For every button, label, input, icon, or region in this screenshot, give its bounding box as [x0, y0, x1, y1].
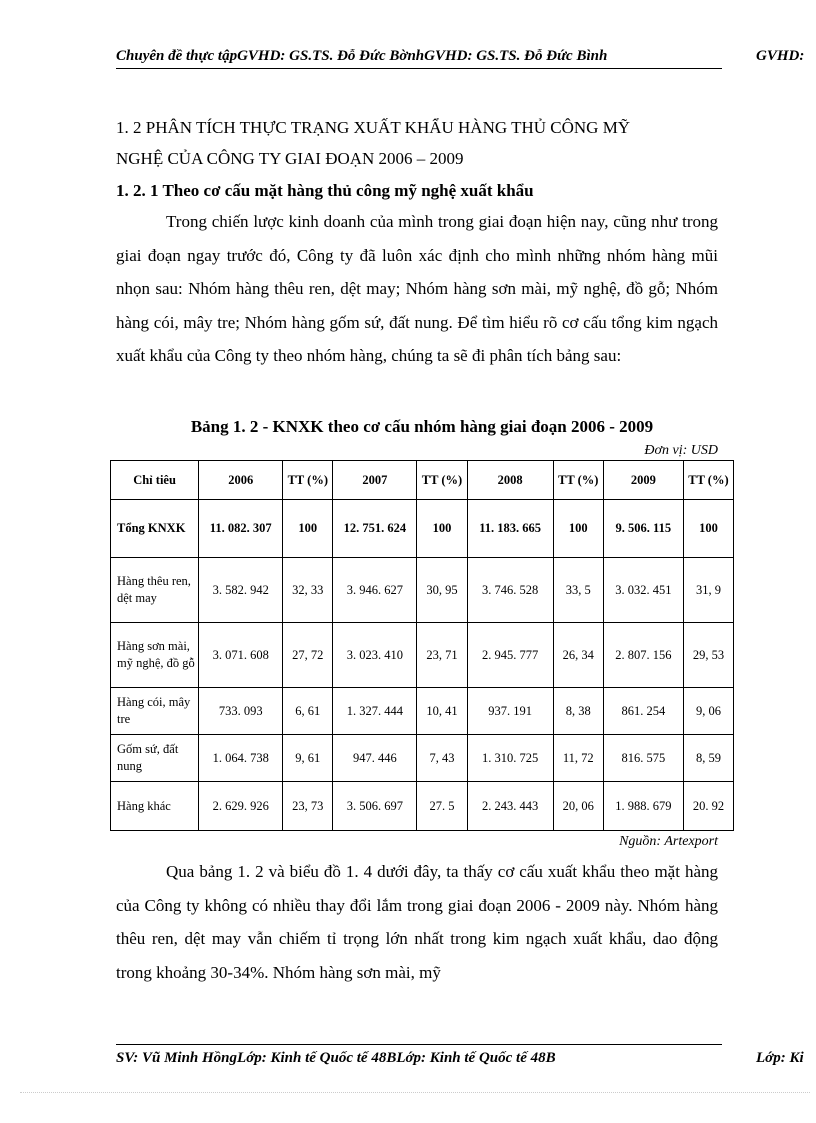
- table-cell: 3. 746. 528: [467, 558, 553, 623]
- table-row: [111, 735, 734, 782]
- table-cell: 816. 575: [603, 735, 683, 782]
- table-cell: 1. 327. 444: [333, 688, 417, 735]
- section-title: [116, 112, 726, 174]
- table-cell: 100: [683, 500, 733, 558]
- table-cell: 11. 183. 665: [467, 500, 553, 558]
- table-cell: 32, 33: [283, 558, 333, 623]
- table-cell: Hàng sơn mài, mỹ nghệ, đồ gỗ: [111, 623, 199, 688]
- table-cell: 3. 582. 942: [199, 558, 283, 623]
- header-right-text: GVHD:: [756, 48, 805, 64]
- table-cell: 23, 71: [417, 623, 467, 688]
- table-cell: 3. 071. 608: [199, 623, 283, 688]
- table-cell: 11, 72: [553, 735, 603, 782]
- table-cell: 2. 945. 777: [467, 623, 553, 688]
- table-unit: Đơn vị: USD: [644, 443, 718, 458]
- table-cell: 3. 506. 697: [333, 782, 417, 831]
- table-cell: 3. 032. 451: [603, 558, 683, 623]
- table-cell: 2. 243. 443: [467, 782, 553, 831]
- table-cell: 9, 06: [683, 688, 733, 735]
- table-row: [111, 558, 734, 623]
- page-footer: [116, 1050, 816, 1067]
- table-cell: Tổng KNXK: [111, 500, 199, 558]
- table-header-row: [111, 461, 734, 500]
- table-cell: 10, 41: [417, 688, 467, 735]
- table-cell: 23, 73: [283, 782, 333, 831]
- table-cell: 1. 988. 679: [603, 782, 683, 831]
- table-cell: 30, 95: [417, 558, 467, 623]
- table-cell: 26, 34: [553, 623, 603, 688]
- header-cell: 2007: [333, 461, 417, 500]
- page-bottom-divider: [20, 1092, 810, 1093]
- paragraph-1: Trong chiến lược kinh doanh của mình trong giai đoạn hiện nay, cũng như trong giai đoạn ngay trước đó, Công ty đã luôn xác định cho mình những nhóm hàng mũi nhọn sau: Nhóm hàng thêu ren, dệt may; Nhóm hàng sơn mài, mỹ nghệ, đồ gỗ; Nhóm hàng cói, mây tre; Nhóm hàng gốm sứ, đất nung. Để tìm hiểu rõ cơ cấu tổng kim ngạch xuất khẩu của Công ty theo nhóm hàng, chúng ta sẽ đi phân tích bảng sau:: [116, 212, 718, 365]
- export-structure-table: [110, 460, 734, 831]
- table-cell: 27. 5: [417, 782, 467, 831]
- table-cell: 2. 807. 156: [603, 623, 683, 688]
- table-cell: 733. 093: [199, 688, 283, 735]
- section-title-line-1: 1. 2 PHÂN TÍCH THỰC TRẠNG XUẤT KHẨU HÀNG THỦ CÔNG MỸ: [116, 118, 631, 137]
- table-cell: 9, 61: [283, 735, 333, 782]
- table-cell: Hàng khác: [111, 782, 199, 831]
- table-cell: 8, 38: [553, 688, 603, 735]
- table-cell: 861. 254: [603, 688, 683, 735]
- header-cell: Chỉ tiêu: [111, 461, 199, 500]
- header-cell: 2009: [603, 461, 683, 500]
- table-cell: Gốm sứ, đất nung: [111, 735, 199, 782]
- table-cell: 11. 082. 307: [199, 500, 283, 558]
- header-rule: [116, 68, 722, 69]
- table-cell: 1. 310. 725: [467, 735, 553, 782]
- table-cell: 29, 53: [683, 623, 733, 688]
- table-cell: 20, 06: [553, 782, 603, 831]
- table-cell: 2. 629. 926: [199, 782, 283, 831]
- header-cell: 2008: [467, 461, 553, 500]
- header-cell: TT (%): [417, 461, 467, 500]
- header-cell: TT (%): [283, 461, 333, 500]
- table-cell: 3. 023. 410: [333, 623, 417, 688]
- header-left-text: Chuyên đề thực tậpGVHD: GS.TS. Đỗ Đức BờnhGVHD: GS.TS. Đỗ Đức Bình: [116, 48, 608, 64]
- table-cell: 947. 446: [333, 735, 417, 782]
- table-cell: 100: [553, 500, 603, 558]
- table-cell: 8, 59: [683, 735, 733, 782]
- table-cell: 7, 43: [417, 735, 467, 782]
- paragraph-2: Qua bảng 1. 2 và biểu đồ 1. 4 dưới đây, ta thấy cơ cấu xuất khẩu theo mặt hàng của Công ty không có nhiều thay đổi lắm trong giai đoạn 2006 - 2009 này. Nhóm hàng thêu ren, dệt may vẫn chiếm tỉ trọng lớn nhất trong kim ngạch xuất khẩu, dao động trong khoảng 30-34%. Nhóm hàng sơn mài, mỹ: [116, 862, 718, 982]
- table-cell: 100: [417, 500, 467, 558]
- table-cell: Hàng thêu ren, dệt may: [111, 558, 199, 623]
- table-cell: 1. 064. 738: [199, 735, 283, 782]
- page-header: [116, 48, 816, 65]
- table-cell: 6, 61: [283, 688, 333, 735]
- header-cell: TT (%): [553, 461, 603, 500]
- table-row: [111, 623, 734, 688]
- table-caption: Bảng 1. 2 - KNXK theo cơ cấu nhóm hàng giai đoạn 2006 - 2009: [190, 417, 654, 436]
- table-cell: 12. 751. 624: [333, 500, 417, 558]
- table-source: Nguồn: Artexport: [619, 834, 718, 849]
- table-cell: 31, 9: [683, 558, 733, 623]
- table-row: [111, 782, 734, 831]
- table-cell: Hàng cói, mây tre: [111, 688, 199, 735]
- table-cell: 3. 946. 627: [333, 558, 417, 623]
- footer-left-text: SV: Vũ Minh HồngLớp: Kinh tế Quốc tế 48BLớp: Kinh tế Quốc tế 48B: [116, 1050, 556, 1066]
- header-cell: 2006: [199, 461, 283, 500]
- subsection-title: 1. 2. 1 Theo cơ cấu mặt hàng thủ công mỹ nghệ xuất khẩu: [116, 181, 534, 200]
- table-cell: 20. 92: [683, 782, 733, 831]
- section-title-line-2: NGHỆ CỦA CÔNG TY GIAI ĐOẠN 2006 – 2009: [116, 149, 464, 168]
- table-cell: 27, 72: [283, 623, 333, 688]
- footer-rule: [116, 1044, 722, 1045]
- table-cell: 100: [283, 500, 333, 558]
- table-cell: 9. 506. 115: [603, 500, 683, 558]
- footer-right-text: Lớp: Ki: [756, 1050, 804, 1066]
- table-row: [111, 688, 734, 735]
- table-total-row: [111, 500, 734, 558]
- table-cell: 33, 5: [553, 558, 603, 623]
- table-cell: 937. 191: [467, 688, 553, 735]
- header-cell: TT (%): [683, 461, 733, 500]
